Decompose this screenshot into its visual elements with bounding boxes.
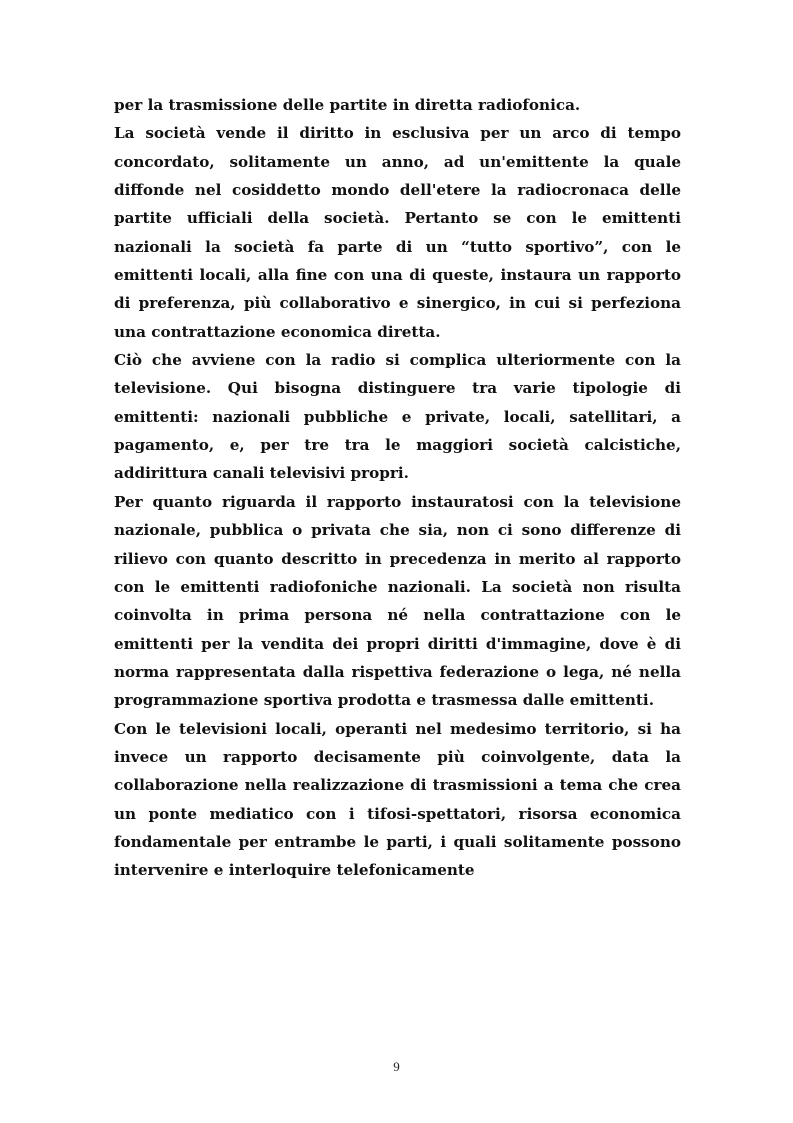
- paragraph-1: per la trasmissione delle partite in diretta radiofonica.: [114, 96, 581, 114]
- body-text: [114, 91, 681, 885]
- paragraph-4: Per quanto riguarda il rapporto instauratosi con la televisione nazionale, pubblica o privata che sia, non ci sono differenze di rilievo con quanto descritto in precedenza in merito al rapporto con le emittenti radiofoniche nazionali. La società non risulta coinvolta in prima persona né nella contrattazione con le emittenti per la vendita dei propri diritti d'immagine, dove è di norma rappresentata dalla rispettiva federazione o lega, né nella programmazione sportiva prodotta e trasmessa dalle emittenti.: [114, 492, 681, 710]
- page-number: 9: [393, 1059, 400, 1074]
- paragraph-2: La società vende il diritto in esclusiva per un arco di tempo concordato, solitamente un anno, ad un'emittente la quale diffonde nel cosiddetto mondo dell'etere la radiocronaca delle partite ufficiali della società. Pertanto se con le emittenti nazionali la società fa parte di un “tutto sportivo”, con le emittenti locali, alla fine con una di queste, instaura un rapporto di preferenza, più collaborativo e sinergico, in cui si perfeziona una contrattazione economica diretta.: [114, 124, 681, 341]
- paragraph-5: Con le televisioni locali, operanti nel medesimo territorio, si ha invece un rapporto decisamente più coinvolgente, data la collaborazione nella realizzazione di trasmissioni a tema che crea un ponte mediatico con i tifosi-spettatori, risorsa economica fondamentale per entrambe le parti, i quali solitamente possono intervenire e interloquire telefonicamente: [114, 719, 681, 880]
- paragraph-3: Ciò che avviene con la radio si complica ulteriormente con la televisione. Qui bisogna distinguere tra varie tipologie di emittenti: nazionali pubbliche e private, locali, satellitari, a pagamento, e, per tre tra le maggiori società calcistiche, addirittura canali televisivi propri.: [114, 351, 681, 483]
